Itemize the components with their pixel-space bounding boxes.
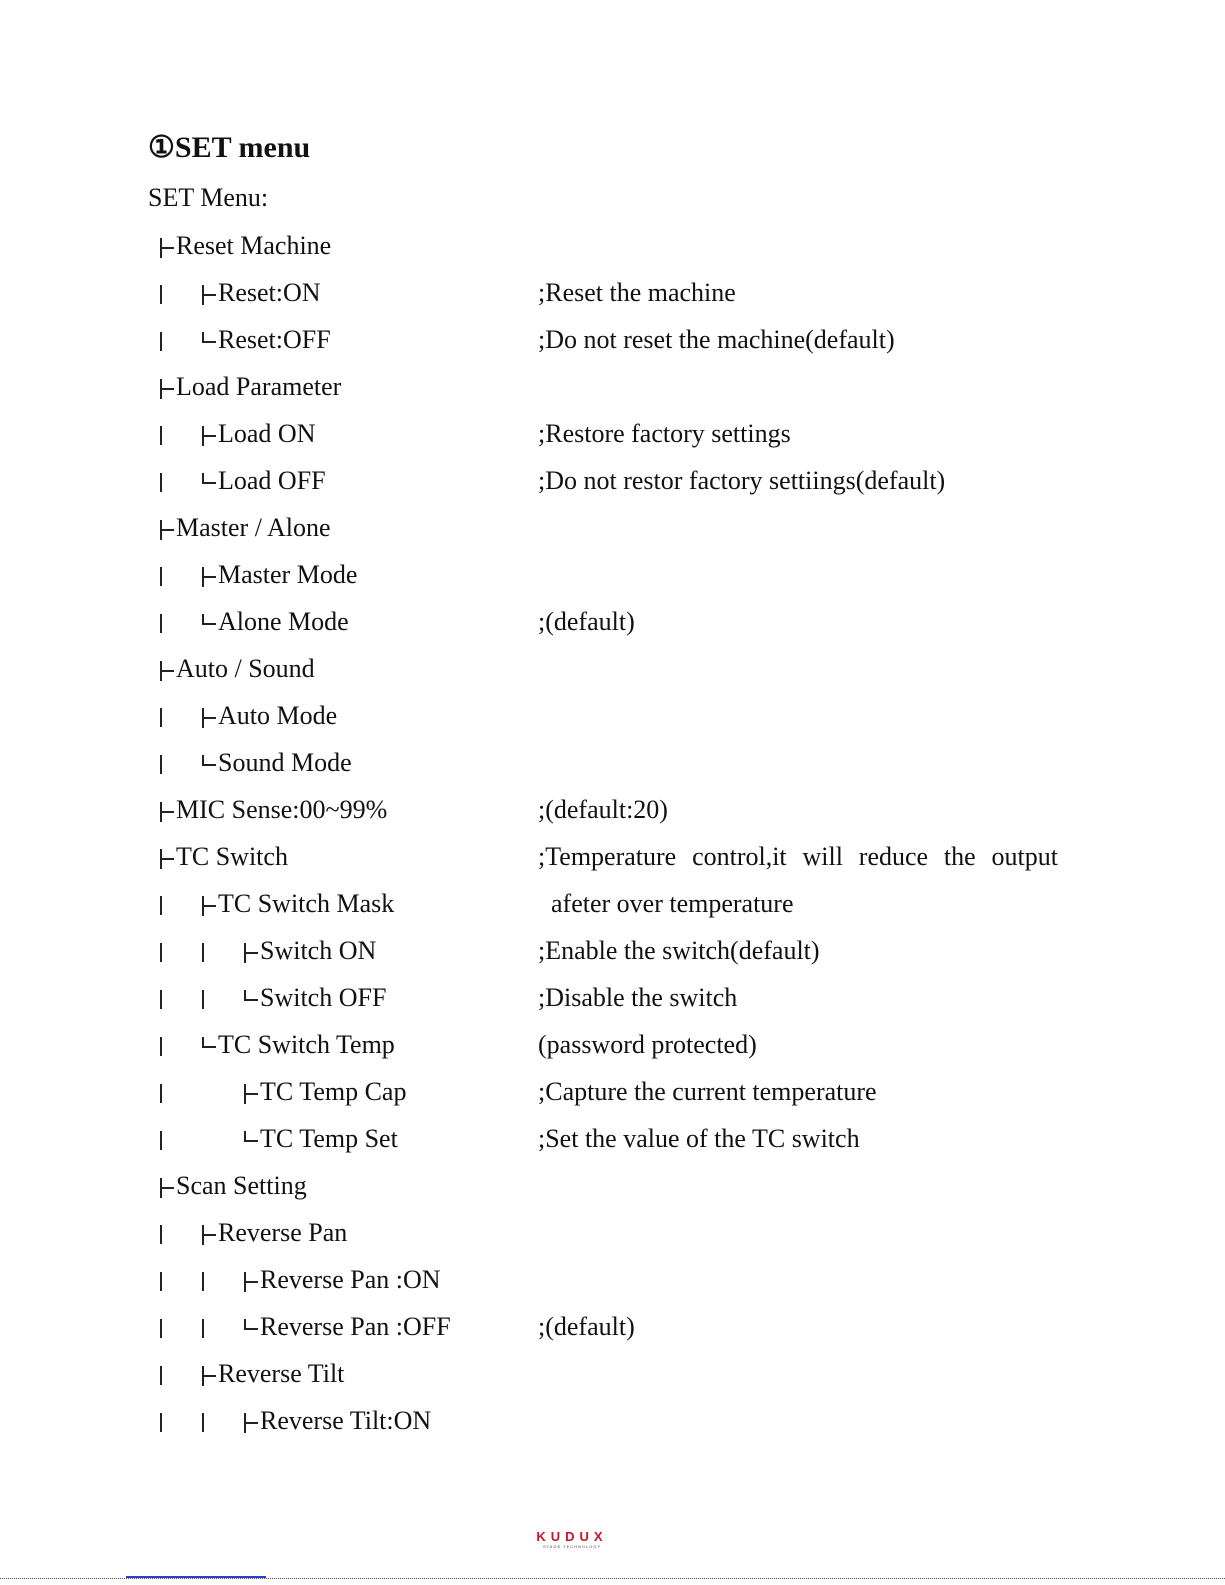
menu-item-comment: ;(default:20) — [538, 795, 668, 824]
tree-branch — [160, 661, 174, 681]
menu-item-label: Load ON — [218, 419, 316, 448]
menu-item-label: Reset:OFF — [218, 325, 331, 354]
tree-line — [160, 473, 162, 492]
menu-item-label: Reverse Pan :OFF — [260, 1312, 451, 1341]
menu-item-label: MIC Sense:00~99% — [176, 795, 388, 824]
menu-item-label: Auto / Sound — [176, 654, 315, 683]
tree-branch — [160, 379, 174, 399]
tree-line — [202, 990, 204, 1009]
tree-branch — [202, 567, 216, 587]
menu-item-label: Reset Machine — [176, 231, 332, 260]
menu-title: SET Menu: — [148, 183, 269, 212]
logo-tagline: STAGE TECHNOLOGY — [542, 1544, 602, 1549]
tree-branch — [160, 849, 174, 869]
menu-item-comment: afeter over temperature — [538, 889, 794, 918]
tree-line — [160, 1225, 162, 1244]
menu-item-label: Auto Mode — [218, 701, 338, 730]
tree-branch — [202, 1037, 216, 1057]
tree-branch — [244, 990, 258, 1010]
tree-branch — [202, 473, 216, 493]
section-heading: ①SET menu — [148, 131, 311, 164]
menu-item-label: Reverse Pan :ON — [260, 1265, 441, 1294]
tree-branch — [244, 1131, 258, 1151]
menu-item-label: TC Switch — [176, 842, 288, 871]
menu-item-label: Reverse Pan — [218, 1218, 348, 1247]
menu-item-comment: ;Disable the switch — [538, 983, 738, 1012]
tree-line — [160, 708, 162, 727]
logo-brand: KUDUX — [536, 1529, 608, 1544]
tree-line — [160, 1037, 162, 1056]
tree-line — [160, 1413, 162, 1432]
footer-link-underline — [126, 1576, 266, 1578]
menu-item-label: Switch OFF — [260, 983, 387, 1012]
menu-item-label: Master Mode — [218, 560, 358, 589]
tree-line — [160, 332, 162, 351]
menu-item-comment: ;Temperature control,it will reduce the output — [538, 842, 1058, 871]
menu-item-label: Scan Setting — [176, 1171, 307, 1200]
kudux-logo — [522, 1530, 622, 1549]
menu-item-comment: ;Do not reset the machine(default) — [538, 325, 895, 354]
tree-branch — [202, 332, 216, 352]
menu-item-label: Load Parameter — [176, 372, 342, 401]
menu-item-comment: ;Restore factory settings — [538, 419, 791, 448]
menu-item-label: Sound Mode — [218, 748, 352, 777]
tree-line — [160, 1131, 162, 1150]
tree-line — [202, 1413, 204, 1432]
tree-branch — [244, 1272, 258, 1292]
tree-line — [160, 426, 162, 445]
tree-line — [160, 1366, 162, 1385]
menu-item-label: Reverse Tilt:ON — [260, 1406, 432, 1435]
tree-line — [160, 943, 162, 962]
tree-branch — [160, 238, 174, 258]
menu-item-label: Switch ON — [260, 936, 377, 965]
tree-branch — [244, 1084, 258, 1104]
tree-branch — [202, 285, 216, 305]
menu-item-label: Reverse Tilt — [218, 1359, 345, 1388]
menu-item-comment: ;Do not restor factory settiings(default) — [538, 466, 946, 495]
tree-line — [160, 755, 162, 774]
tree-line — [160, 1319, 162, 1338]
footer-divider — [0, 1578, 1225, 1579]
menu-item-label: TC Temp Set — [260, 1124, 398, 1153]
menu-item-label: TC Switch Temp — [218, 1030, 395, 1059]
menu-item-label: Master / Alone — [176, 513, 331, 542]
menu-item-label: TC Temp Cap — [260, 1077, 407, 1106]
tree-line — [160, 1272, 162, 1291]
menu-item-label: TC Switch Mask — [218, 889, 395, 918]
menu-item-comment: ;Set the value of the TC switch — [538, 1124, 860, 1153]
tree-line — [160, 285, 162, 304]
menu-item-comment: ;Enable the switch(default) — [538, 936, 820, 965]
menu-item-comment: ;(default) — [538, 607, 635, 636]
tree-branch — [202, 426, 216, 446]
menu-item-comment: ;Capture the current temperature — [538, 1077, 877, 1106]
tree-branch — [244, 1413, 258, 1433]
tree-line — [160, 990, 162, 1009]
menu-item-comment: ;Reset the machine — [538, 278, 736, 307]
tree-branch — [244, 1319, 258, 1339]
tree-branch — [202, 896, 216, 916]
menu-item-comment: ;(default) — [538, 1312, 635, 1341]
tree-line — [202, 1272, 204, 1291]
tree-branch — [160, 1178, 174, 1198]
tree-branch — [202, 1366, 216, 1386]
tree-line — [160, 614, 162, 633]
tree-branch — [160, 802, 174, 822]
tree-line — [160, 567, 162, 586]
tree-line — [160, 1084, 162, 1103]
tree-line — [160, 896, 162, 915]
tree-branch — [244, 943, 258, 963]
tree-branch — [202, 614, 216, 634]
tree-branch — [202, 708, 216, 728]
menu-item-label: Alone Mode — [218, 607, 349, 636]
menu-item-label: Reset:ON — [218, 278, 321, 307]
menu-item-label: Load OFF — [218, 466, 326, 495]
tree-branch — [202, 755, 216, 775]
tree-line — [202, 1319, 204, 1338]
tree-branch — [160, 520, 174, 540]
tree-line — [202, 943, 204, 962]
menu-item-comment: (password protected) — [538, 1030, 757, 1059]
tree-branch — [202, 1225, 216, 1245]
